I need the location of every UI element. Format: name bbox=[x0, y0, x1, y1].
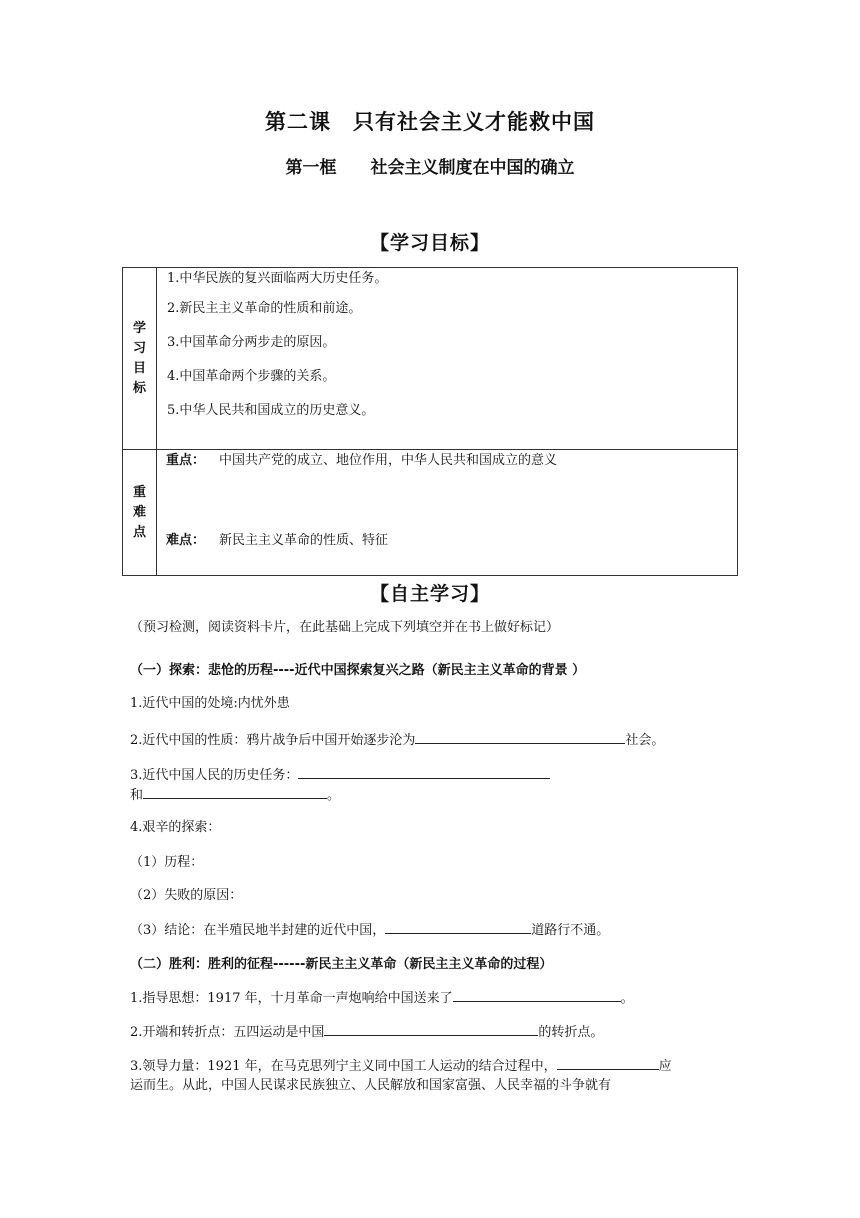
item-3-tail: 。 bbox=[327, 788, 341, 803]
item-2 bbox=[130, 730, 664, 751]
difficult-label: 难点： bbox=[166, 533, 206, 548]
goals-side-label bbox=[123, 268, 157, 450]
item-3 bbox=[130, 765, 550, 786]
item2-3-cont: 运而生。从此，中国人民谋求民族独立、人民解放和国家富强、人民幸福的斗争就有 bbox=[130, 1078, 612, 1093]
fill-blank[interactable] bbox=[453, 988, 621, 1002]
item-3-cont bbox=[130, 785, 340, 806]
fill-blank[interactable] bbox=[298, 765, 550, 779]
goal-item: 3.中国革命分两步走的原因。 bbox=[167, 335, 336, 350]
item-4-3-tail: 道路行不通。 bbox=[531, 923, 610, 938]
fill-blank[interactable] bbox=[143, 785, 327, 799]
item-4-2: （2）失败的原因： bbox=[130, 888, 243, 903]
key-text: 中国共产党的成立、地位作用，中华人民共和国成立的意义 bbox=[219, 453, 558, 468]
side-char: 目 bbox=[132, 360, 146, 376]
difficult-point-row bbox=[157, 530, 737, 552]
goal-item: 5.中华人民共和国成立的历史意义。 bbox=[167, 403, 375, 418]
key-label: 重点： bbox=[166, 453, 206, 468]
item-3-and: 和 bbox=[130, 788, 144, 803]
goal-item: 4.中国革命两个步骤的关系。 bbox=[167, 369, 336, 384]
item-4-3-text: （3）结论：在半殖民地半封建的近代中国， bbox=[130, 923, 386, 938]
fill-blank[interactable] bbox=[324, 1022, 538, 1036]
side-char: 学 bbox=[132, 320, 146, 336]
item2-3-text: 3.领导力量：1921 年，在马克思列宁主义同中国工人运动的结合过程中， bbox=[130, 1059, 557, 1074]
goal-item: 1.中华民族的复兴面临两大历史任务。 bbox=[167, 271, 388, 286]
item2-3 bbox=[130, 1056, 672, 1077]
side-char: 习 bbox=[132, 340, 146, 356]
fill-blank[interactable] bbox=[385, 920, 531, 934]
item-4: 4.艰辛的探索： bbox=[130, 820, 221, 835]
item2-1 bbox=[130, 988, 634, 1009]
item2-3-tail: 应 bbox=[658, 1059, 672, 1074]
keypoints-cell bbox=[157, 450, 738, 576]
item2-2-text: 2.开端和转折点：五四运动是中国 bbox=[130, 1025, 325, 1040]
item2-2-tail: 的转折点。 bbox=[538, 1025, 604, 1040]
side-char: 点 bbox=[132, 524, 146, 540]
part1-heading: （一）探索：悲怆的历程----近代中国探索复兴之路（新民主主义革命的背景 ） bbox=[130, 663, 586, 678]
page-title: 第二课 只有社会主义才能救中国 bbox=[265, 110, 595, 134]
key-point-row bbox=[157, 450, 737, 472]
goal-item: 2.新民主主义革命的性质和前途。 bbox=[167, 301, 362, 316]
item2-1-text: 1.指导思想：1917 年，十月革命一声炮响给中国送来了 bbox=[130, 991, 453, 1006]
fill-blank[interactable] bbox=[557, 1056, 659, 1070]
section-heading-goals: 【学习目标】 bbox=[369, 232, 490, 254]
section-heading-self-study: 【自主学习】 bbox=[369, 583, 490, 605]
goals-table bbox=[122, 267, 738, 576]
keypoints-side-label bbox=[123, 450, 157, 576]
side-char: 难 bbox=[132, 504, 146, 520]
item-1: 1.近代中国的处境:内忧外患 bbox=[130, 696, 290, 711]
side-char: 重 bbox=[132, 484, 146, 500]
item2-2 bbox=[130, 1022, 603, 1043]
difficult-text: 新民主主义革命的性质、特征 bbox=[219, 533, 389, 548]
page-subtitle: 第一框 社会主义制度在中国的确立 bbox=[285, 158, 575, 178]
item-3-text: 3.近代中国人民的历史任务： bbox=[130, 768, 299, 783]
item-4-3 bbox=[130, 920, 609, 941]
item2-1-tail: 。 bbox=[620, 991, 634, 1006]
goals-list bbox=[157, 268, 738, 450]
fill-blank[interactable] bbox=[415, 730, 625, 744]
item-4-1: （1）历程： bbox=[130, 855, 204, 870]
item-2-text: 2.近代中国的性质：鸦片战争后中国开始逐步沦为 bbox=[130, 733, 416, 748]
part2-heading: （二）胜利：胜利的征程------新民主主义革命（新民主主义革命的过程） bbox=[130, 957, 553, 972]
intro-text: （预习检测，阅读资料卡片，在此基础上完成下列填空并在书上做好标记） bbox=[130, 620, 560, 635]
side-char: 标 bbox=[132, 380, 146, 396]
item-2-tail: 社会。 bbox=[625, 733, 665, 748]
